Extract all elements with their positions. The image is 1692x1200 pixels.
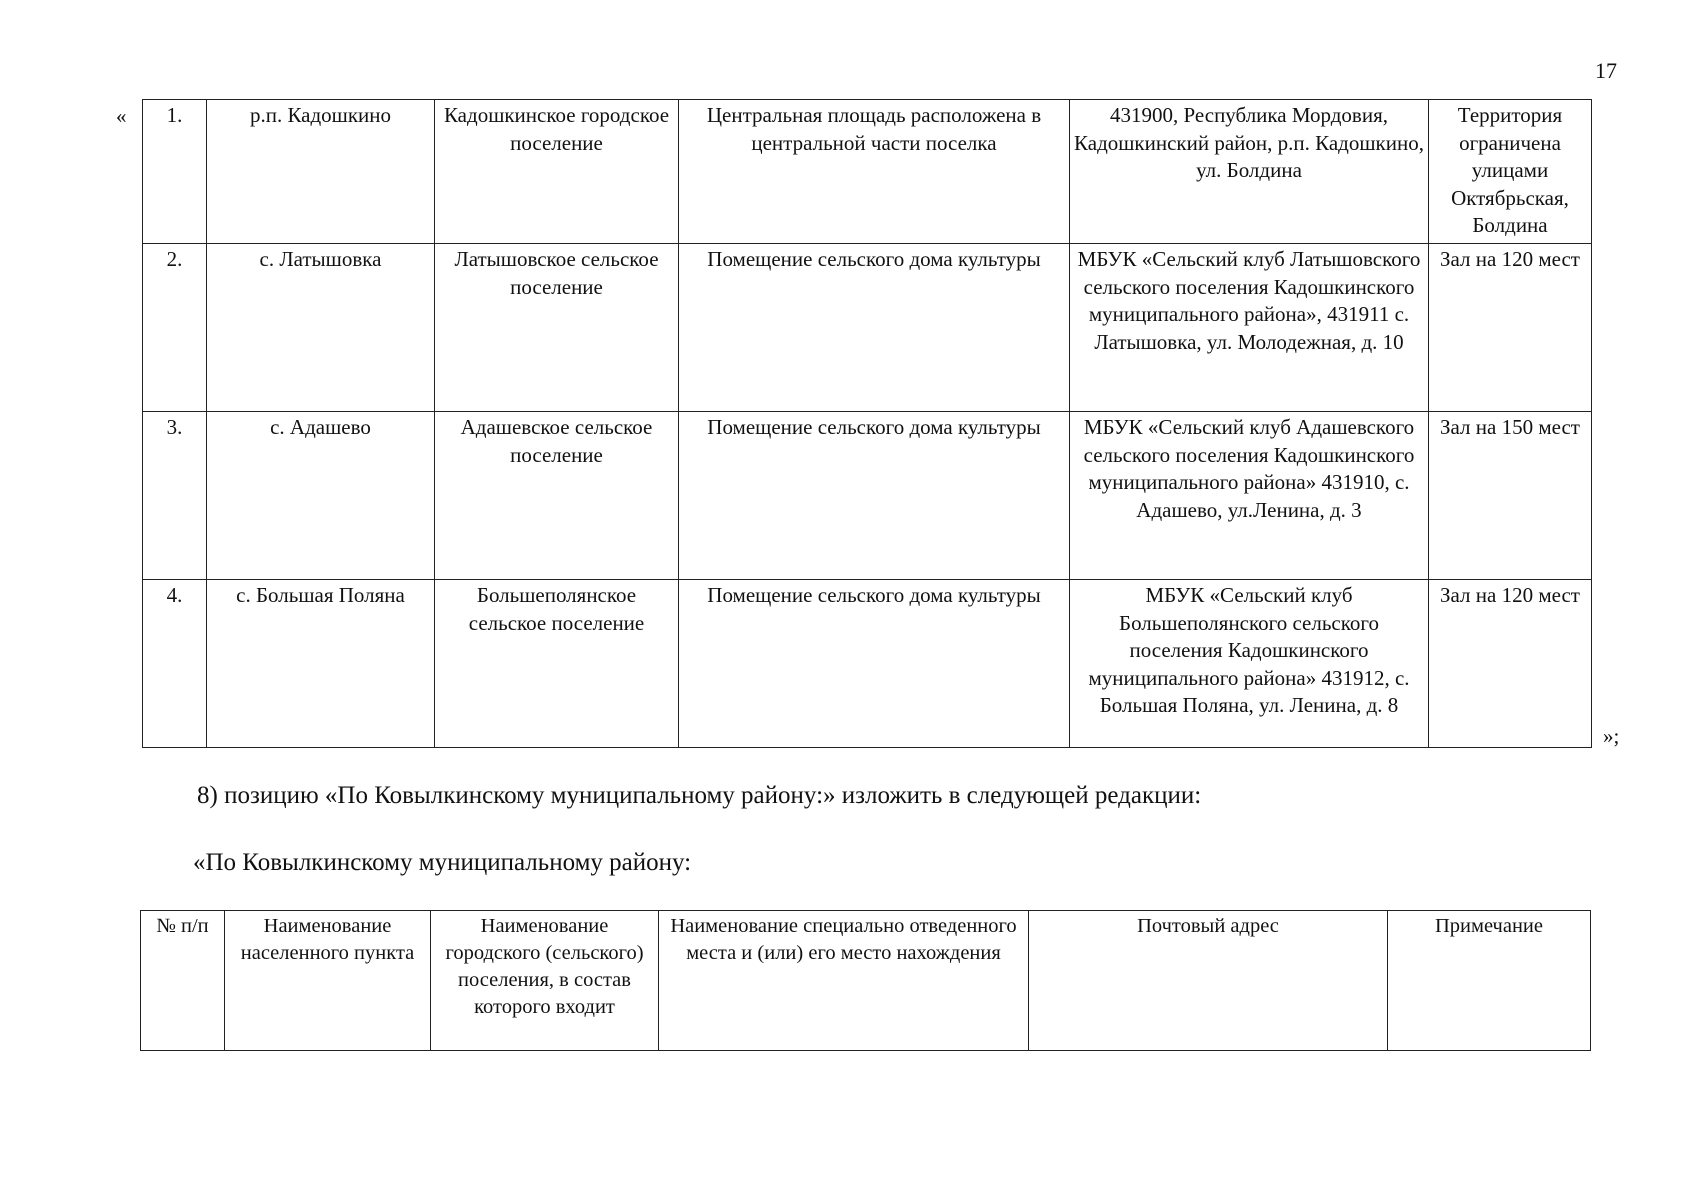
municipality-cell: Латышовское сельское поселение bbox=[435, 244, 679, 412]
address-cell: МБУК «Сельский клуб Латышовского сельского поселения Кадошкинского муниципального района», 431911 с. Латышовка, ул. Молодежная, д. 10 bbox=[1070, 244, 1429, 412]
table-header-row bbox=[141, 911, 1591, 1051]
address-cell: МБУК «Сельский клуб Большеполянского сельского поселения Кадошкинского муниципального района» 431912, с. Большая Поляна, ул. Ленина, д. 8 bbox=[1070, 580, 1429, 748]
header-place: Наименование специально отведенного места и (или) его место нахождения bbox=[659, 911, 1029, 1051]
closing-quote-mark: »; bbox=[1603, 724, 1620, 748]
settlement-cell: с. Большая Поляна bbox=[207, 580, 435, 748]
municipality-cell: Адашевское сельское поселение bbox=[435, 412, 679, 580]
settlement-cell: с. Латышовка bbox=[207, 244, 435, 412]
place-cell: Центральная площадь расположена в центральной части поселка bbox=[679, 100, 1070, 244]
section-heading: «По Ковылкинскому муниципальному району: bbox=[193, 849, 692, 876]
note-cell: Зал на 150 мест bbox=[1429, 412, 1592, 580]
place-cell: Помещение сельского дома культуры bbox=[679, 580, 1070, 748]
header-number: № п/п bbox=[141, 911, 225, 1051]
table-row bbox=[143, 580, 1592, 748]
header-municipality: Наименование городского (сельского) поселения, в состав которого входит bbox=[431, 911, 659, 1051]
place-cell: Помещение сельского дома культуры bbox=[679, 412, 1070, 580]
opening-quote-mark: « bbox=[116, 104, 127, 128]
row-number-cell: 3. bbox=[143, 412, 207, 580]
header-note: Примечание bbox=[1388, 911, 1591, 1051]
amendment-paragraph: 8) позицию «По Ковылкинскому муниципальному району:» изложить в следующей редакции: bbox=[197, 782, 1202, 809]
settlement-cell: р.п. Кадошкино bbox=[207, 100, 435, 244]
header-address: Почтовый адрес bbox=[1029, 911, 1388, 1051]
municipality-cell: Большеполянское сельское поселение bbox=[435, 580, 679, 748]
settlement-cell: с. Адашево bbox=[207, 412, 435, 580]
note-cell: Зал на 120 мест bbox=[1429, 580, 1592, 748]
page-number: 17 bbox=[1595, 58, 1617, 83]
kovylkino-header-table bbox=[140, 910, 1591, 1051]
municipality-cell: Кадошкинское городское поселение bbox=[435, 100, 679, 244]
note-cell: Зал на 120 мест bbox=[1429, 244, 1592, 412]
table-row bbox=[143, 244, 1592, 412]
row-number-cell: 1. bbox=[143, 100, 207, 244]
address-cell: 431900, Республика Мордовия, Кадошкинский район, р.п. Кадошкино, ул. Болдина bbox=[1070, 100, 1429, 244]
row-number-cell: 2. bbox=[143, 244, 207, 412]
header-settlement: Наименование населенного пункта bbox=[225, 911, 431, 1051]
table-row bbox=[143, 100, 1592, 244]
place-cell: Помещение сельского дома культуры bbox=[679, 244, 1070, 412]
note-cell: Территория ограничена улицами Октябрьская, Болдина bbox=[1429, 100, 1592, 244]
kadoshkino-locations-table bbox=[142, 99, 1592, 748]
address-cell: МБУК «Сельский клуб Адашевского сельского поселения Кадошкинского муниципального района» 431910, с. Адашево, ул.Ленина, д. 3 bbox=[1070, 412, 1429, 580]
row-number-cell: 4. bbox=[143, 580, 207, 748]
table-row bbox=[143, 412, 1592, 580]
